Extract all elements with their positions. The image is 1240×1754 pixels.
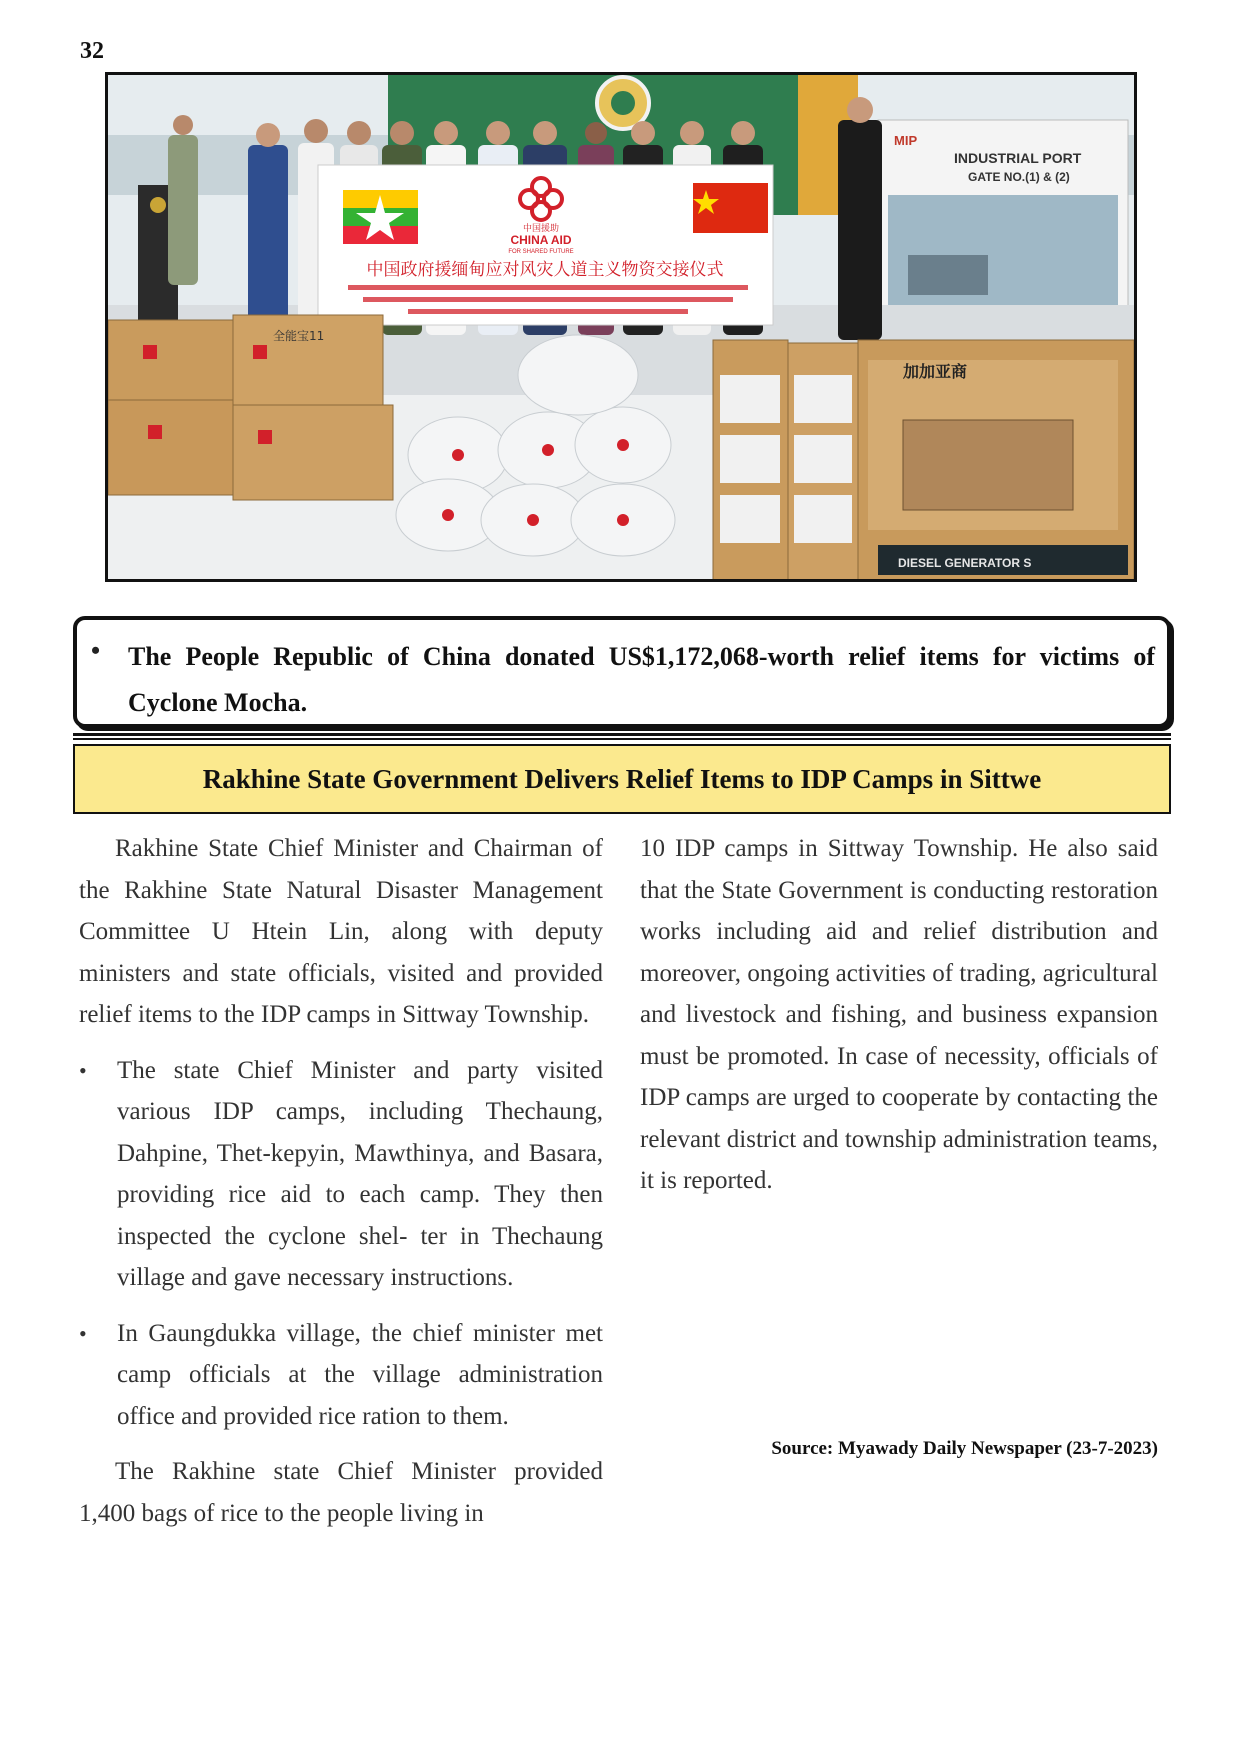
brand-label: 加加亚商 [903, 362, 968, 381]
left-column [79, 828, 603, 1548]
box-label: 全能宝11 [273, 329, 325, 343]
page-number: 32 [80, 38, 104, 64]
generator-label: DIESEL GENERATOR S [898, 556, 1032, 570]
bullet-text: In Gaungdukka village, the chief minister met camp officials at the village administration office and provided rice ration to them. [117, 1319, 603, 1430]
photo-caption-box [73, 616, 1171, 728]
bullet-text: The state Chief Minister and party visited various IDP camps, including Thechaung, Dahpine, Thet-kepyin, Mawthinya, and Basara, providing rice aid to each camp. They then inspected the cyclone shel- ter in Thechaung village and gave necessary instructions. [117, 1056, 603, 1291]
ceremony-photo-illustration [108, 75, 1134, 579]
closing-paragraph: The Rakhine state Chief Minister provided 1,400 bags of rice to the people living in [79, 1458, 603, 1527]
banner-logo-subtext: FOR SHARED FUTURE [508, 249, 574, 255]
caption-bullet: • [91, 636, 101, 665]
continued-paragraph: 10 IDP camps in Sittway Township. He also said that the State Government is conducting restoration works including aid and relief distribution and moreover, ongoing activities of trading, agricultural and livestock and fishing, and business expansion must be promoted. In case of necessity, officials of IDP camps are urged to cooperate by contacting the relevant district and township administration teams, it is reported. [640, 835, 1158, 1194]
source-credit: Source: Myawady Daily Newspaper (23-7-2023) [771, 1438, 1158, 1459]
bullet-icon: • [79, 1057, 87, 1083]
banner-chinese-small: 中国援助 [522, 224, 560, 234]
article-headline: Rakhine State Government Delivers Relief Items to IDP Camps in Sittwe [202, 763, 1042, 794]
banner-title-chinese: 中国政府援缅甸应对风灾人道主义物资交接仪式 [366, 260, 724, 280]
right-column [640, 828, 1158, 1216]
photo-caption: The People Republic of China donated US$1,172,068-worth relief items for victims of Cyclone Mocha. [128, 642, 1155, 717]
banner-logo-text: CHINA AID [510, 233, 572, 247]
port-sign-line2: GATE NO.(1) & (2) [968, 170, 1070, 184]
bullet-list [79, 1050, 603, 1438]
bullet-icon: • [79, 1320, 87, 1346]
intro-paragraph: Rakhine State Chief Minister and Chairman of the Rakhine State Natural Disaster Management Committee U Htein Lin, along with deputy ministers and state officials, visited and provided relief items to the IDP camps in Sittway Township. [79, 835, 603, 1028]
port-sign-brand: MIP [894, 133, 918, 148]
headline-box [73, 744, 1171, 814]
headline-divider [73, 733, 1171, 740]
port-sign-line1: INDUSTRIAL PORT [954, 150, 1082, 166]
list-item [79, 1313, 603, 1438]
list-item [79, 1050, 603, 1299]
ceremony-photo [105, 72, 1137, 582]
